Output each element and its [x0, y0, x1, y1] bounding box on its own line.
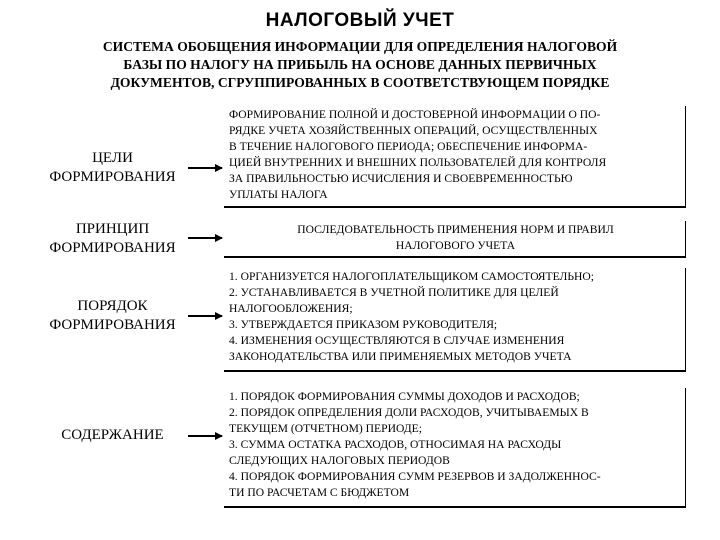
- subtitle-line: БАЗЫ ПО НАЛОГУ НА ПРИБЫЛЬ НА ОСНОВЕ ДАННЫХ ПЕРВИЧНЫХ: [123, 57, 597, 72]
- principle-box: ПОСЛЕДОВАТЕЛЬНОСТЬ ПРИМЕНЕНИЯ НОРМ И ПРАВИЛ НАЛОГОВОГО УЧЕТА: [224, 221, 686, 258]
- subtitle-line: ДОКУМЕНТОВ, СГРУППИРОВАННЫХ В СООТВЕТСТВУЮЩЕМ ПОРЯДКЕ: [110, 75, 610, 90]
- principle-label: ПРИНЦИП ФОРМИРОВАНИЯ: [49, 221, 176, 256]
- goals-box: ФОРМИРОВАНИЕ ПОЛНОЙ И ДОСТОВЕРНОЙ ИНФОРМАЦИИ О ПО- РЯДКЕ УЧЕТА ХОЗЯЙСТВЕННЫХ ОПЕРАЦИЙ, ОСУЩЕСТВЛЕННЫХ В ТЕЧЕНИЕ НАЛОГОВОГО ПЕРИОДА; ОБЕСПЕЧЕНИЕ ИНФОРМА- ЦИЕЙ ВНУТРЕННИХ И ВНЕШНИХ ПОЛЬЗОВАТЕЛЕЙ ДЛЯ КОНТРОЛЯ ЗА ПРАВИЛЬНОСТЬЮ ИСЧИСЛЕНИЯ И СВОЕВРЕМЕННОСТЬЮ УПЛАТЫ НАЛОГА: [224, 106, 686, 208]
- goals-label: ЦЕЛИ ФОРМИРОВАНИЯ: [49, 150, 176, 185]
- subtitle-line: СИСТЕМА ОБОБЩЕНИЯ ИНФОРМАЦИИ ДЛЯ ОПРЕДЕЛЕНИЯ НАЛОГОВОЙ: [102, 39, 618, 54]
- order-box: 1. ОРГАНИЗУЕТСЯ НАЛОГОПЛАТЕЛЬЩИКОМ САМОСТОЯТЕЛЬНО; 2. УСТАНАВЛИВАЕТСЯ В УЧЕТНОЙ ПОЛИТИКЕ ДЛЯ ЦЕЛЕЙ НАЛОГООБЛОЖЕНИЯ; 3. УТВЕРЖДАЕТСЯ ПРИКАЗОМ РУКОВОДИТЕЛЯ; 4. ИЗМЕНЕНИЯ ОСУЩЕСТВЛЯЮТСЯ В СЛУЧАЕ ИЗМЕНЕНИЯ ЗАКОНОДАТЕЛЬСТВА ИЛИ ПРИМЕНЯЕМЫХ МЕТОДОВ УЧЕТА: [224, 268, 686, 372]
- content-box: 1. ПОРЯДОК ФОРМИРОВАНИЯ СУММЫ ДОХОДОВ И РАСХОДОВ; 2. ПОРЯДОК ОПРЕДЕЛЕНИЯ ДОЛИ РАСХОДОВ, УЧИТЫВАЕМЫХ В ТЕКУЩЕМ (ОТЧЕТНОМ) ПЕРИОДЕ; 3. СУММА ОСТАТКА РАСХОДОВ, ОТНОСИМАЯ НА РАСХОДЫ СЛЕДУЮЩИХ НАЛОГОВЫХ ПЕРИОДОВ 4. ПОРЯДОК ФОРМИРОВАНИЯ СУММ РЕЗЕРВОВ И ЗАДОЛЖЕННОС- ТИ ПО РАСЧЕТАМ С БЮДЖЕТОМ: [224, 388, 686, 508]
- order-label: ПОРЯДОК ФОРМИРОВАНИЯ: [49, 298, 176, 333]
- page-title: НАЛОГОВЫЙ УЧЕТ: [265, 10, 455, 31]
- content-label: СОДЕРЖАНИЕ: [61, 427, 164, 443]
